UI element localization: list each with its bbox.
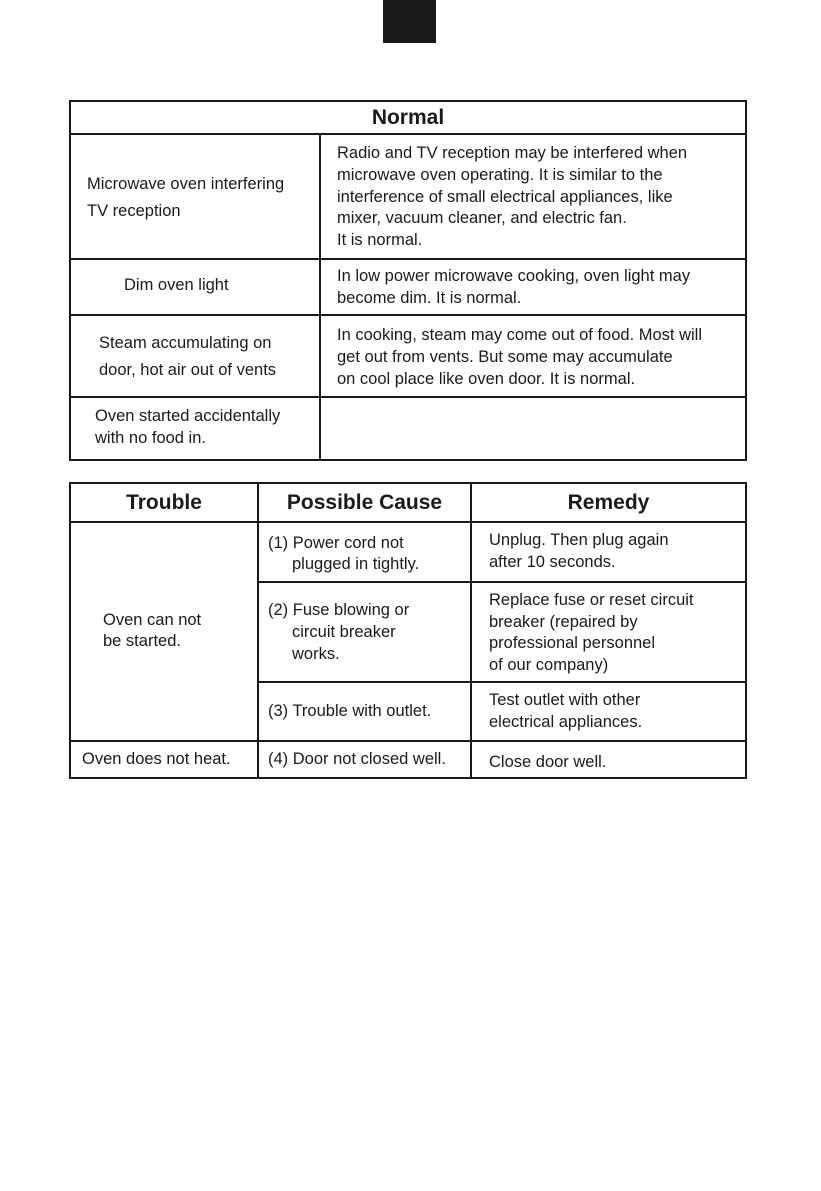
table-border	[69, 258, 747, 260]
table-border	[69, 521, 747, 523]
table-border	[69, 314, 747, 316]
normal-table-title: Normal	[371, 106, 445, 129]
normal-explanation: microwave oven operating. It is similar to the	[337, 166, 663, 184]
trouble-text: be started.	[103, 632, 181, 650]
normal-symptom: TV reception	[87, 202, 181, 220]
trouble-text: Oven does not heat.	[82, 750, 231, 768]
normal-explanation: mixer, vacuum cleaner, and electric fan.	[337, 209, 627, 227]
normal-explanation: In low power microwave cooking, oven light may	[337, 267, 691, 285]
cause-text: (4) Door not closed well.	[268, 750, 446, 768]
column-header-cause: Possible Cause	[286, 491, 443, 514]
remedy-text: breaker (repaired by	[489, 613, 638, 631]
remedy-text: after 10 seconds.	[489, 553, 616, 571]
table-border	[257, 581, 747, 583]
normal-symptom: Dim oven light	[124, 276, 229, 294]
trouble-text: Oven can not	[103, 611, 202, 629]
normal-symptom: Microwave oven interfering	[87, 175, 285, 193]
cause-text: (1) Power cord not	[268, 534, 404, 552]
remedy-text: Unplug. Then plug again	[489, 531, 669, 549]
cause-text: (2) Fuse blowing or	[268, 601, 410, 619]
remedy-text: of our company)	[489, 656, 609, 674]
normal-explanation: get out from vents. But some may accumulate	[337, 348, 673, 366]
normal-symptom: with no food in.	[95, 429, 206, 447]
table-border	[319, 133, 321, 461]
table-border	[69, 740, 747, 742]
table-border	[69, 459, 747, 461]
table-border	[69, 396, 747, 398]
normal-explanation: Radio and TV reception may be interfered when	[337, 144, 688, 162]
remedy-text: electrical appliances.	[489, 713, 643, 731]
table-border	[745, 482, 747, 779]
column-header-trouble: Trouble	[126, 491, 202, 514]
table-border	[69, 482, 747, 484]
remedy-text: Replace fuse or reset circuit	[489, 591, 694, 609]
table-border	[69, 100, 747, 102]
table-border	[69, 777, 747, 779]
table-border	[470, 482, 472, 779]
cause-text: works.	[292, 645, 340, 663]
normal-explanation: In cooking, steam may come out of food. Most will	[337, 326, 702, 344]
table-border	[257, 681, 747, 683]
normal-symptom: door, hot air out of vents	[99, 361, 277, 379]
normal-explanation: interference of small electrical appliances, like	[337, 188, 673, 206]
normal-symptom: Oven started accidentally	[95, 407, 281, 425]
table-border	[69, 100, 71, 461]
table-border	[69, 482, 71, 779]
page-tab-marker	[383, 0, 436, 43]
remedy-text: Test outlet with other	[489, 691, 641, 709]
normal-explanation: on cool place like oven door. It is normal.	[337, 370, 636, 388]
cause-text: circuit breaker	[292, 623, 396, 641]
column-header-remedy: Remedy	[567, 491, 650, 514]
normal-explanation: become dim. It is normal.	[337, 289, 522, 307]
table-border	[69, 133, 747, 135]
remedy-text: Close door well.	[489, 753, 607, 771]
normal-explanation: It is normal.	[337, 231, 423, 249]
table-border	[745, 100, 747, 461]
normal-symptom: Steam accumulating on	[99, 334, 272, 352]
remedy-text: professional personnel	[489, 634, 656, 652]
cause-text: plugged in tightly.	[292, 555, 420, 573]
table-border	[257, 482, 259, 779]
cause-text: (3) Trouble with outlet.	[268, 702, 432, 720]
